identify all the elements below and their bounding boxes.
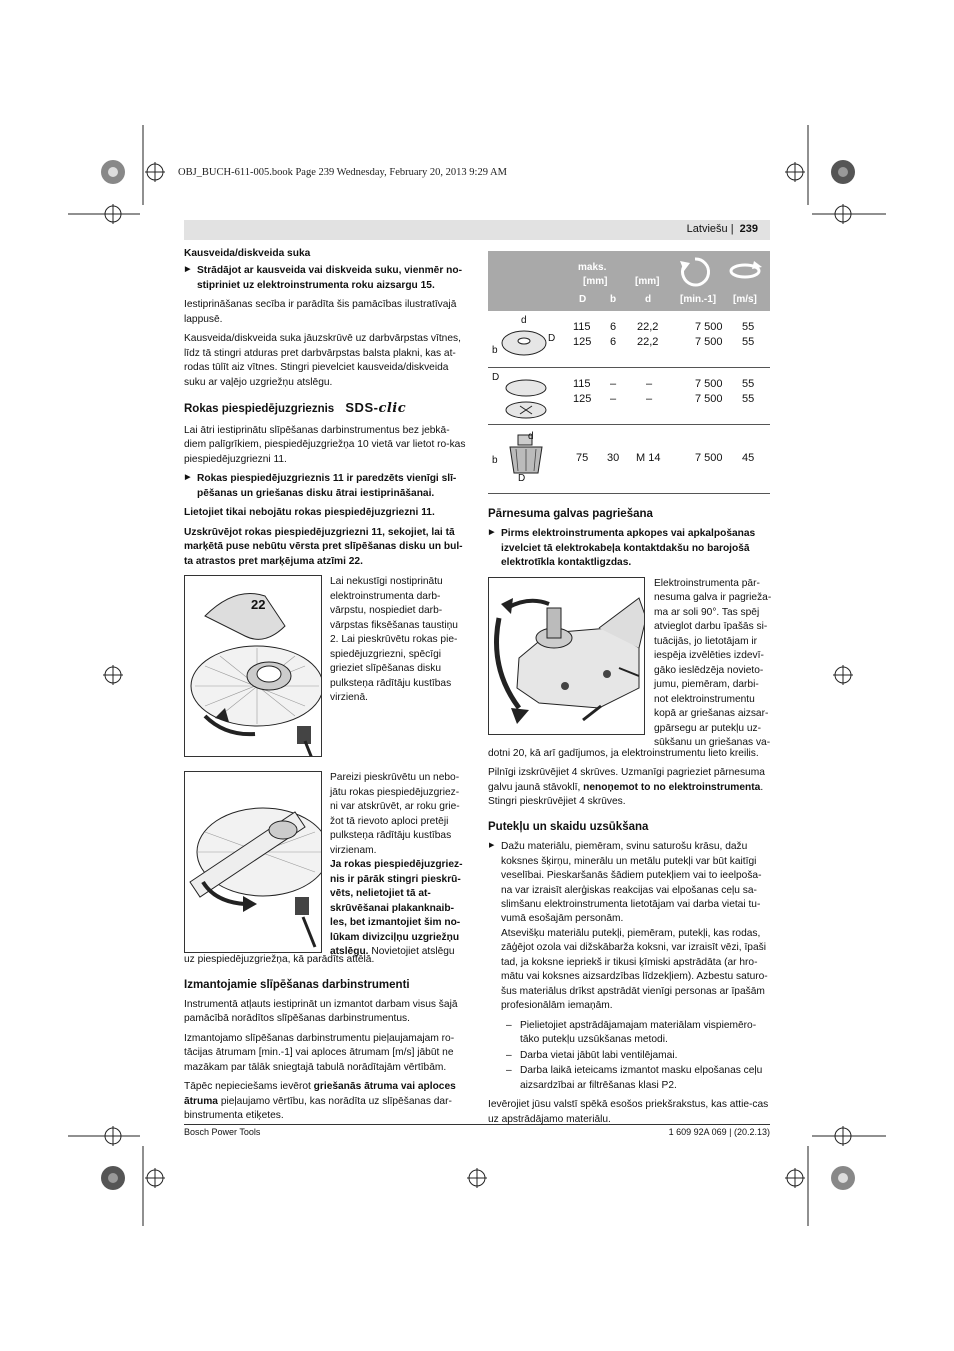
peripheral-speed-icon <box>728 259 762 283</box>
gear-head-illustration <box>489 578 645 735</box>
rotation-speed-icon <box>678 255 712 289</box>
paragraph: dotni 20, kā arī gadījumos, ja elektroinstrumentu lieto kreilis. <box>488 747 759 759</box>
dash-item: – Darba laikā ieteicams izmantot masku elpošanas ceļu aizsardzībai ar filtrēšanas klasi P2. <box>488 1064 771 1093</box>
heading-dust-extraction: Putekļu un skaidu uzsūkšana <box>488 820 649 833</box>
paragraph: Izmantojamo slīpēšanas darbinstrumentu pieļaujamajam ro-tācijas ātrumam [min.-1] vai aploces ātrumam [m/s] jābūt ne mazākam par tālāk sniegtajā tabulā norādītajām vērtībām. <box>184 1032 455 1073</box>
footer-doc-number: 1 609 92A 069 | (20.2.13) <box>668 1127 770 1137</box>
paragraph: Instrumentā atļauts iestiprināt un izmantot darbam visus šajā pamācībā norādītos slīpēšanas darbinstrumentus. <box>184 998 458 1025</box>
bold-note: Uzskrūvējot rokas piespiedējuzgriezni 11, sekojiet, lai tā marķētā puse nebūtu vērsta pret slīpēšanas disku un bul-ta atrastos pret marķējuma atzīmi 22. <box>184 526 463 567</box>
subheading-brush: Kausveida/diskveida suka <box>184 248 311 259</box>
header-language: Latviešu <box>686 223 728 235</box>
wrench-illustration <box>185 772 322 953</box>
table-row-disc: d b D 115 6 22,2 7 500 55 125 6 22,2 7 500 55 <box>488 311 770 368</box>
figure-3-text: Elektroinstrumenta pār-nesuma galva ir pagrieža-ma ar soli 90°. Tas spēj atvieglot darbu īpašās si-tuācijās, jo lietotājam ir iespēja izvēlēties izdevī-gāko ieslēdzēja novieto-jumu, piemēram, darbi-not elektroinstrumentu kopā ar griešanas aizsar-gpārsegu ar putekļu uz-sūkšanu un griešanas va- <box>654 577 772 749</box>
heading-clamping-nut: Rokas piespiedējuzgrieznis SDS-clic <box>184 400 407 417</box>
figure-tighten-nut <box>184 575 322 757</box>
col-mm-1: [mm] <box>583 276 608 287</box>
figure-3-block <box>488 577 771 755</box>
paragraph: Iestiprināšanas secība ir parādīta šis pamācības ilustratīvajā lappusē. <box>184 299 457 325</box>
bold-note: Lietojiet tikai nebojātu rokas piespiedējuzgriezni 11. <box>184 507 435 519</box>
cup-brush-icon <box>506 433 546 483</box>
page-header <box>184 220 770 240</box>
warning-clamping-nut: ▶ Rokas piespiedējuzgrieznis 11 ir paredzēts vienīgi slī-pēšanas un griešanas disku ātrai iestiprināšanai. <box>184 472 467 501</box>
col-D: D <box>579 294 587 305</box>
figure-1-text: Lai nekustīgi nostiprinātu elektroinstrumenta darb-vārpstu, nospiediet darb-vārpstas fiksēšanas taustiņu 2. Lai pieskrūvētu rokas pie-spiedējuzgriezni, spēcīgi grieziet slīpēšanas disku pulksteņa rādītāju kustības virzienā. <box>330 576 458 704</box>
figure-1-block <box>184 575 467 765</box>
col-b: b <box>610 294 617 305</box>
paragraph: Tāpēc nepieciešams ievērot griešanās ātruma vai aploces ātruma pieļaujamo vērtību, kas norādīta uz slīpēšanas dar-binstrumenta etiķetes. <box>184 1081 456 1122</box>
paragraph: Pilnīgi izskrūvējiet 4 skrūves. Uzmanīgi pagrieziet pārnesuma galvu jaunā stāvoklī, nenoņemot to no elektroinstrumenta. Stingri pieskrūvējiet 4 skrūves. <box>488 767 765 808</box>
col-maks: maks. <box>578 262 607 273</box>
right-column <box>488 506 771 1132</box>
warning-unplug: ▶ Pirms elektroinstrumenta apkopes vai apkalpošanas izvelciet tā elektrokabeļa kontaktdakšu no barojošā elektrotīkla kontaktligzdas. <box>488 527 771 570</box>
col-d: d <box>645 294 652 305</box>
dust-warning: ▶ Dažu materiālu, piemēram, svinu saturošu krāsu, dažu koksnes šķirņu, minerālu un metālu putekļi var būt kaitīgi veselībai. Pieskaršanās šādiem putekļiem vai to ieelpoša-na var izraisīt alerģiskas reakcijas vai elpošanas ceļu sa-slimšanu elektroinstrumenta lietotājam vai darba vietai tu-vumā esošajām personām. Atsevišķu materiālu putekļi, piemēram, putekļi, kas rodas, zāģējot ozola vai dižskābarža koksni, var izraisīt vēzi, īpaši tad, ja koksne iepriekš ir tikusi ķīmiski apstrādāta (ar hro-mātu vai koksnes aizsardzības līdzekļiem). Azbestu saturo-šus materiālus drīkst apstrādāt vienīgi personas ar īpašām profesionālām iemaņām. <box>488 840 771 1014</box>
paragraph: Ievērojiet jūsu valstī spēkā esošos priekšrakstus, kas attie-cas uz apstrādājamo materiālu. <box>488 1099 769 1125</box>
table-row-brush: d b D 75 30 M 14 7 500 45 <box>488 425 770 494</box>
cutting-disc-icon <box>494 321 554 361</box>
col-ms: [m/s] <box>733 294 757 305</box>
heading-rotate-gear: Pārnesuma galvas pagriešana <box>488 508 653 520</box>
col-mm-2: [mm] <box>635 276 660 287</box>
footer-brand: Bosch Power Tools <box>184 1127 261 1137</box>
grinding-disc-icon <box>502 374 552 420</box>
speed-table <box>488 251 770 494</box>
col-rpm: [min.-1] <box>680 294 717 305</box>
page-number: 239 <box>739 223 758 235</box>
figure-loosen-nut <box>184 771 322 953</box>
table-header <box>488 251 770 311</box>
warning-brush: ▶ Strādājot ar kausveida vai diskveida suku, vienmēr no-stipriniet uz elektroinstrumenta roku aizsargu 15. <box>184 264 467 293</box>
heading-abrasive-tools: Izmantojamie slīpēšanas darbinstrumenti <box>184 978 410 991</box>
paragraph: Lai ātri iestiprinātu slīpēšanas darbinstrumentus bez jebkā-diem palīgrīkiem, piespiedējuzgriežņa 10 vietā var lietot ro-kas piespiedējuzgriezni 11. <box>184 424 466 465</box>
figure-rotate-head <box>488 577 645 735</box>
dash-item: – Darba vietai jābūt labi ventilējamai. <box>488 1049 771 1063</box>
footer-rule <box>184 1124 770 1125</box>
marker-22: 22 <box>251 597 266 613</box>
paragraph: Kausveida/diskveida suka jāuzskrūvē uz darbvārpstas vītnes, līdz tā stingri atduras pret darbvārpstas balsta plakni, kas at-rodas tūlīt aiz vītnes. Stingri pievelciet kausveida/diskveida suku ar vaļējo uzgriežņu atslēgu. <box>184 333 461 388</box>
figure-2-text: Pareizi pieskrūvētu un nebo-jātu rokas piespiedējuzgriez-ni var atskrūvēt, ar roku grie-žot tā rievoto aploci pretēji pulksteņa rādītāju kustības virzienam. Ja rokas piespiedējuzgriez-nis ir pārāk stingri pieskrū-vēts, nelietojiet tā at-skrūvēšanai plakanknaib-les, bet izmantojiet šim no-lūkam divizciļņu uzgriežņu atslēgu. Novietojiet atslēgu <box>330 772 463 957</box>
header-separator: | <box>730 223 734 235</box>
header-language-page <box>687 223 758 235</box>
table-row-flap: D 115 – – 7 500 55 125 – – 7 500 55 <box>488 368 770 425</box>
dash-item: – Pielietojiet apstrādājamajam materiālam vispiemēro-tāko putekļu uzsūkšanas metodi. <box>488 1019 771 1048</box>
figure-2-block <box>184 771 467 959</box>
sds-clic-logo: SDS-clic <box>345 400 407 417</box>
book-info-line: OBJ_BUCH-611-005.book Page 239 Wednesday, February 20, 2013 9:29 AM <box>178 167 507 178</box>
left-column <box>184 247 467 1129</box>
paragraph: uz piespiedējuzgriežņa, kā parādīts attēlā. <box>184 954 375 966</box>
